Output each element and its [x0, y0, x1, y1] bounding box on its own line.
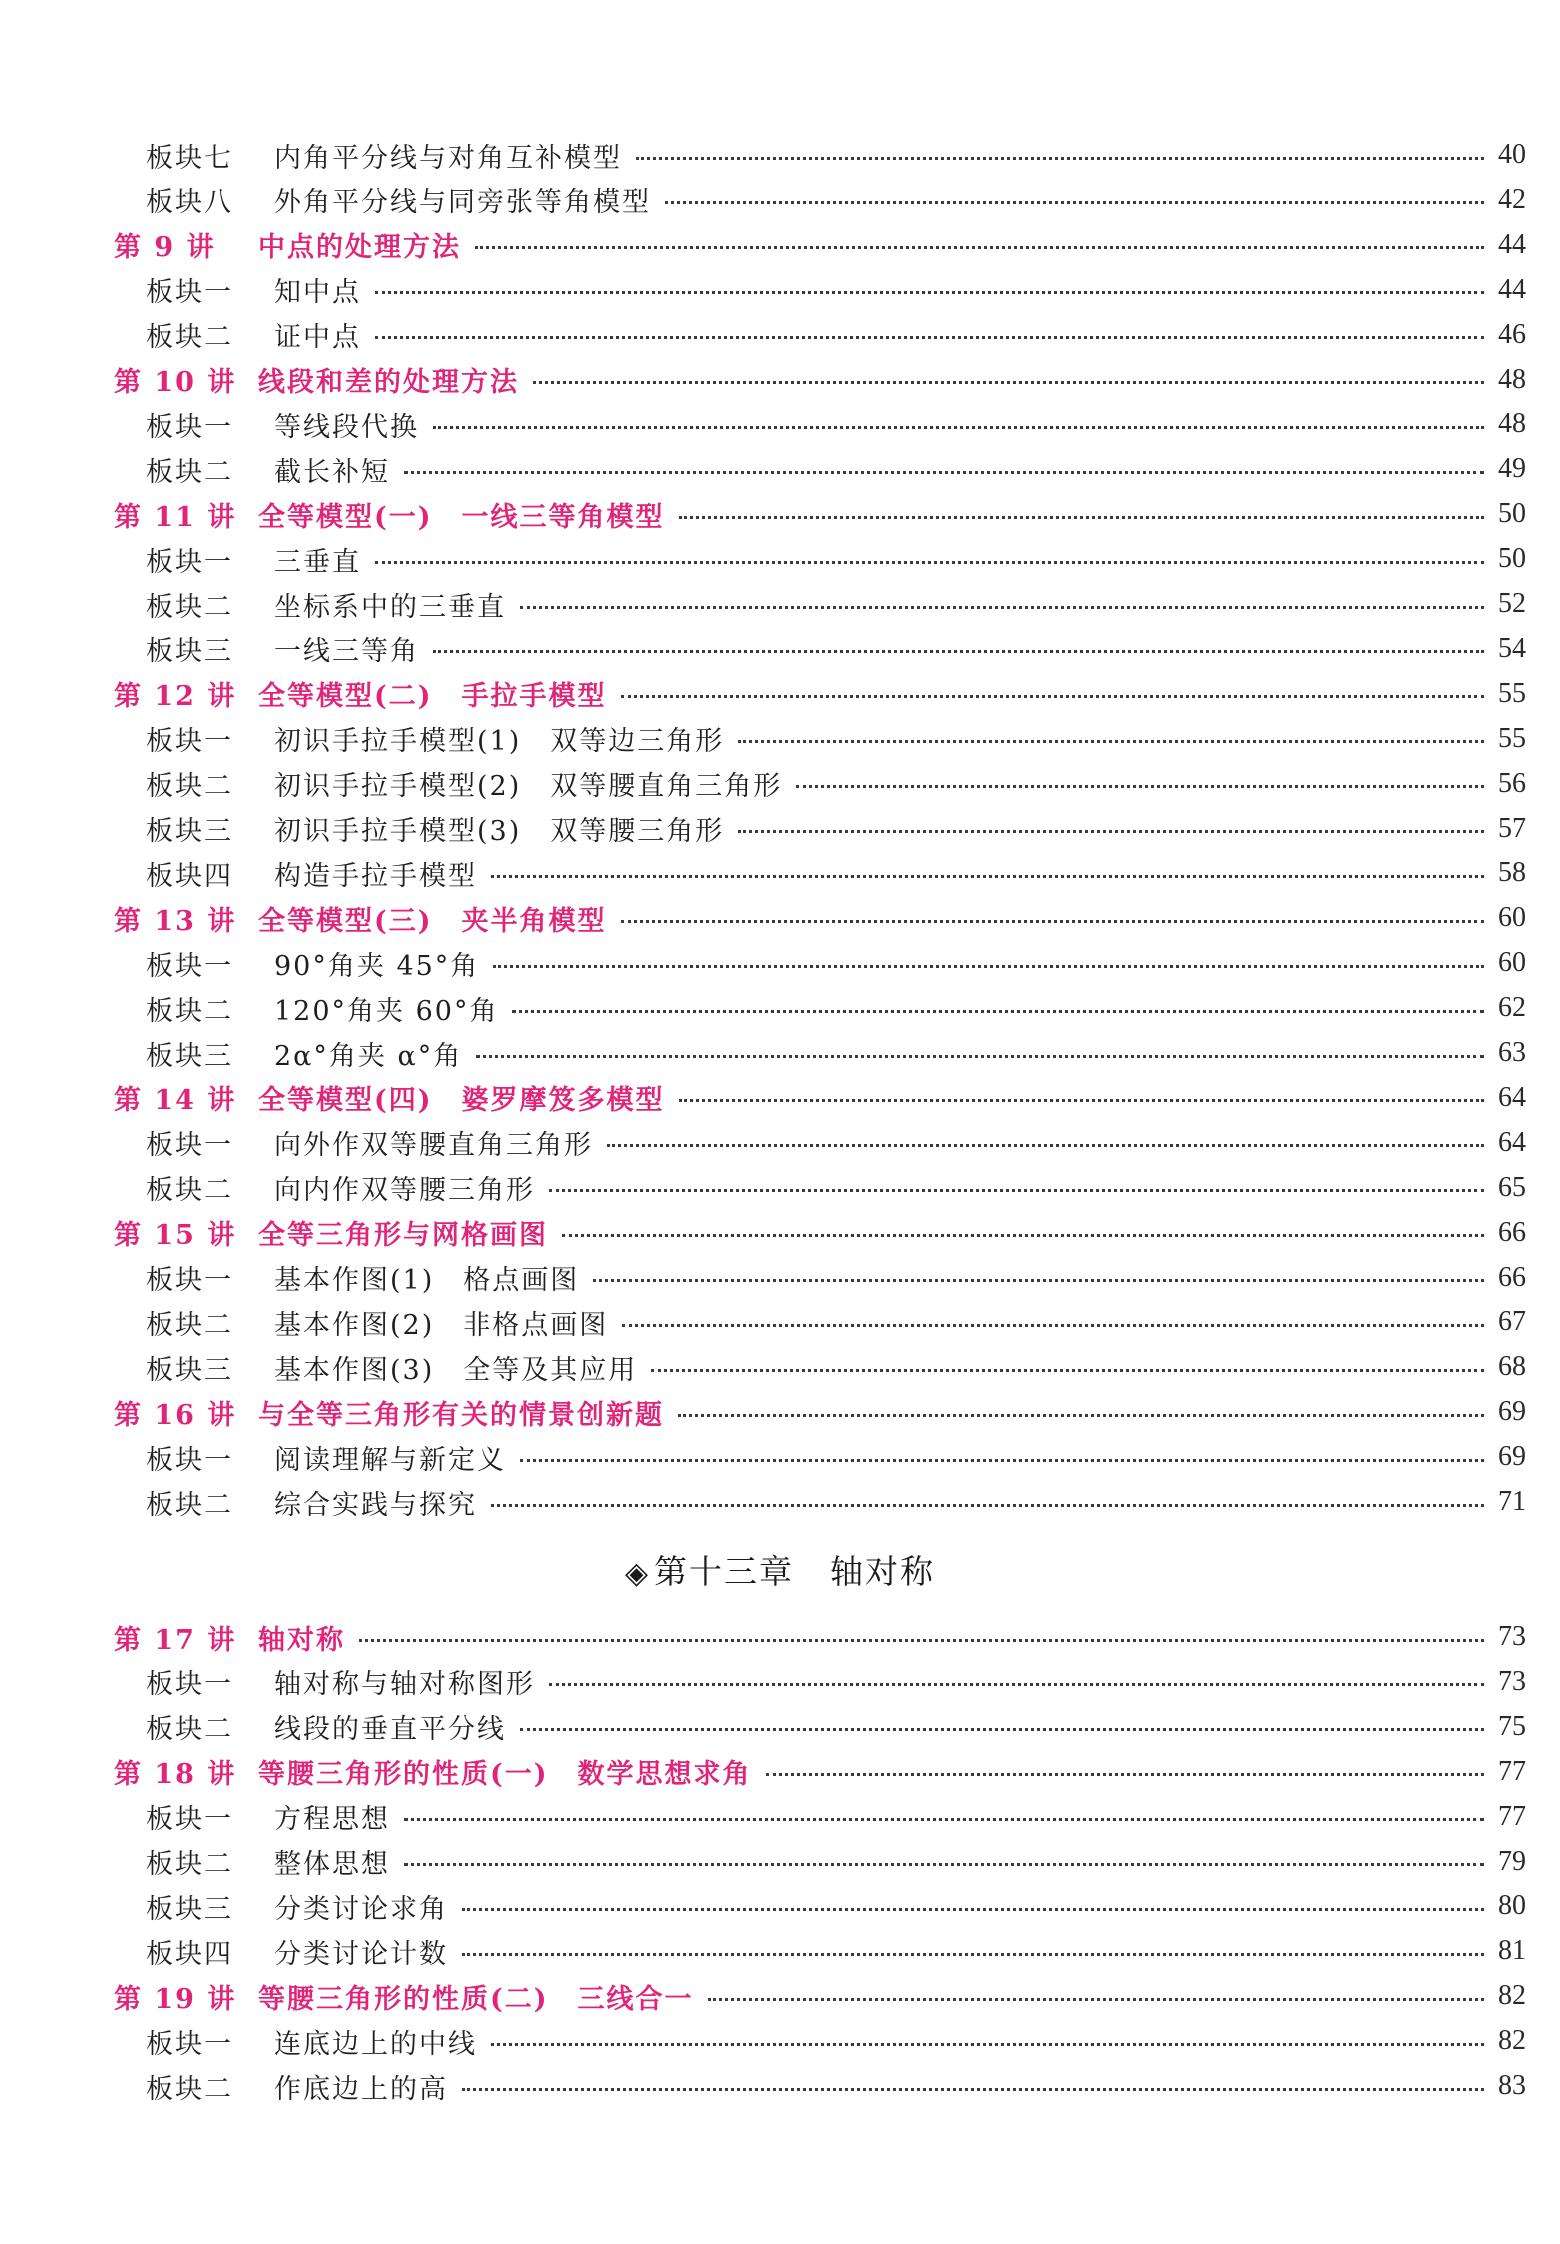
page-number: 55 — [1498, 722, 1526, 754]
dot-leader — [462, 1908, 1484, 1911]
page-number: 69 — [1498, 1441, 1526, 1473]
page-number: 57 — [1498, 812, 1526, 844]
section-title: 方程思想 — [274, 1804, 390, 1836]
dot-leader — [491, 1504, 1484, 1507]
lecture-title: 全等模型(一) 一线三等角模型 — [258, 501, 665, 533]
section-number: 板块八 — [146, 187, 233, 219]
toc-section-entry[interactable] — [0, 1258, 1560, 1298]
toc-section-entry[interactable] — [0, 449, 1560, 489]
page-number: 60 — [1498, 902, 1526, 934]
section-title: 基本作图(2) 非格点画图 — [274, 1309, 609, 1341]
lecture-title: 全等三角形与网格画图 — [258, 1220, 548, 1252]
section-number: 板块一 — [146, 277, 233, 309]
lecture-number: 第 19 讲 — [114, 1983, 237, 2015]
dot-leader — [359, 1639, 1484, 1642]
toc-lecture-entry[interactable] — [0, 1078, 1560, 1118]
lecture-number: 第 10 讲 — [114, 367, 237, 398]
toc-section-entry[interactable] — [0, 1482, 1560, 1522]
lecture-title: 轴对称 — [258, 1624, 345, 1656]
section-title: 2α°角夹 α°角 — [274, 1040, 463, 1072]
dot-leader — [433, 650, 1484, 653]
toc-section-entry[interactable] — [0, 1123, 1560, 1163]
section-number: 板块四 — [146, 860, 233, 892]
dot-leader — [520, 606, 1484, 609]
toc-lecture-entry[interactable] — [0, 494, 1560, 534]
page-number: 64 — [1498, 1126, 1526, 1158]
section-number: 板块二 — [146, 2073, 233, 2105]
toc-section-entry[interactable] — [0, 1707, 1560, 1747]
section-title: 向外作双等腰直角三角形 — [274, 1130, 593, 1162]
lecture-number: 第 16 讲 — [114, 1399, 237, 1431]
page-number: 69 — [1498, 1396, 1526, 1428]
section-title: 分类讨论求角 — [274, 1893, 448, 1925]
section-title: 初识手拉手模型(3) 双等腰三角形 — [274, 816, 725, 847]
dot-leader — [593, 1279, 1484, 1282]
dot-leader — [562, 1234, 1484, 1237]
section-title: 构造手拉手模型 — [274, 860, 477, 892]
dot-leader — [491, 2043, 1484, 2046]
toc-lecture-entry[interactable] — [0, 1752, 1560, 1792]
section-number: 板块三 — [146, 1354, 233, 1386]
lecture-title: 线段和差的处理方法 — [258, 367, 519, 398]
dot-leader — [738, 830, 1484, 833]
page-number: 68 — [1498, 1351, 1526, 1383]
lecture-number: 第 12 讲 — [114, 681, 237, 713]
toc-section-entry[interactable] — [0, 1347, 1560, 1387]
lecture-title: 全等模型(二) 手拉手模型 — [258, 681, 607, 713]
page-number: 60 — [1498, 947, 1526, 979]
toc-section-entry[interactable] — [0, 270, 1560, 310]
section-title: 内角平分线与对角互补模型 — [274, 142, 622, 174]
dot-leader — [651, 1369, 1484, 1372]
dot-leader — [462, 2088, 1484, 2091]
lecture-number: 第 15 讲 — [114, 1220, 237, 1252]
toc-lecture-entry[interactable] — [0, 360, 1560, 400]
section-title: 知中点 — [274, 277, 361, 309]
section-title: 整体思想 — [274, 1849, 390, 1880]
chapter-heading — [0, 1546, 1560, 1593]
page-number: 75 — [1498, 1710, 1526, 1742]
dot-leader — [476, 1055, 1484, 1058]
section-number: 板块二 — [146, 456, 233, 488]
page-number: 44 — [1498, 228, 1526, 260]
section-title: 坐标系中的三垂直 — [274, 591, 506, 623]
toc-section-entry[interactable] — [0, 404, 1560, 444]
section-title: 初识手拉手模型(2) 双等腰直角三角形 — [274, 771, 783, 803]
toc-section-entry[interactable] — [0, 809, 1560, 849]
page-number: 63 — [1498, 1037, 1526, 1068]
dot-leader — [622, 1324, 1484, 1327]
section-number: 板块一 — [146, 1444, 233, 1476]
dot-leader — [375, 561, 1484, 564]
section-number: 板块一 — [146, 1130, 233, 1162]
section-title: 阅读理解与新定义 — [274, 1444, 506, 1476]
section-title: 基本作图(3) 全等及其应用 — [274, 1354, 638, 1386]
lecture-title: 等腰三角形的性质(二) 三线合一 — [258, 1983, 694, 2015]
dot-leader — [678, 1414, 1484, 1417]
section-number: 板块二 — [146, 1309, 233, 1341]
section-title: 三垂直 — [274, 546, 361, 578]
lecture-title: 与全等三角形有关的情景创新题 — [258, 1399, 664, 1431]
section-number: 板块一 — [146, 726, 233, 758]
dot-leader — [621, 920, 1484, 923]
toc-section-entry[interactable] — [0, 1437, 1560, 1477]
toc-section-entry[interactable] — [0, 1302, 1560, 1342]
dot-leader — [520, 1459, 1484, 1462]
dot-leader — [404, 471, 1484, 474]
page-number: 48 — [1498, 363, 1526, 395]
lecture-title: 全等模型(四) 婆罗摩笈多模型 — [258, 1085, 665, 1117]
chapter-diamond-icon: ◈ — [624, 1556, 651, 1591]
section-number: 板块一 — [146, 546, 233, 578]
dot-leader — [512, 1010, 1484, 1013]
section-number: 板块一 — [146, 950, 233, 982]
section-number: 板块一 — [146, 2028, 233, 2060]
dot-leader — [491, 875, 1484, 878]
toc-section-entry[interactable] — [0, 315, 1560, 355]
section-title: 连底边上的中线 — [274, 2028, 477, 2060]
section-number: 板块一 — [146, 1804, 233, 1836]
section-number: 板块一 — [146, 1265, 233, 1296]
dot-leader — [607, 1144, 1484, 1147]
toc-lecture-entry[interactable] — [0, 674, 1560, 714]
section-number: 板块三 — [146, 636, 233, 668]
dot-leader — [708, 1998, 1484, 2001]
page-number: 79 — [1498, 1845, 1526, 1877]
lecture-title: 等腰三角形的性质(一) 数学思想求角 — [258, 1759, 752, 1791]
page-number: 80 — [1498, 1890, 1526, 1922]
toc-section-entry[interactable] — [0, 1931, 1560, 1971]
section-title: 90°角夹 45°角 — [274, 950, 480, 982]
page-number: 49 — [1498, 453, 1526, 485]
page-number: 73 — [1498, 1621, 1526, 1652]
toc-section-entry[interactable] — [0, 853, 1560, 893]
toc-section-entry[interactable] — [0, 764, 1560, 804]
page-number: 46 — [1498, 318, 1526, 350]
toc-section-entry[interactable] — [0, 2021, 1560, 2061]
page-number: 52 — [1498, 588, 1526, 619]
section-number: 板块二 — [146, 1849, 233, 1880]
toc-section-entry[interactable] — [0, 719, 1560, 759]
section-title: 基本作图(1) 格点画图 — [274, 1265, 580, 1296]
dot-leader — [665, 201, 1484, 204]
section-number: 板块二 — [146, 1175, 233, 1207]
page-number: 48 — [1498, 408, 1526, 440]
dot-leader — [621, 695, 1484, 698]
lecture-title: 中点的处理方法 — [258, 232, 461, 264]
section-title: 等线段代换 — [274, 411, 419, 443]
dot-leader — [475, 246, 1484, 249]
toc-lecture-entry[interactable] — [0, 1213, 1560, 1253]
section-number: 板块二 — [146, 995, 233, 1027]
section-title: 向内作双等腰三角形 — [274, 1175, 535, 1207]
toc-lecture-entry[interactable] — [0, 225, 1560, 265]
section-title: 初识手拉手模型(1) 双等边三角形 — [274, 726, 725, 758]
toc-section-entry[interactable] — [0, 135, 1560, 175]
page-number: 83 — [1498, 2070, 1526, 2101]
dot-leader — [636, 157, 1484, 160]
lecture-number: 第 9 讲 — [114, 232, 216, 264]
page-number: 82 — [1498, 1980, 1526, 2012]
dot-leader — [520, 1728, 1484, 1731]
page-number: 55 — [1498, 677, 1526, 709]
dot-leader — [375, 336, 1484, 339]
toc-section-entry[interactable] — [0, 988, 1560, 1028]
section-number: 板块二 — [146, 771, 233, 803]
section-number: 板块一 — [146, 1669, 233, 1701]
page-number: 82 — [1498, 2025, 1526, 2057]
toc-lecture-entry[interactable] — [0, 1392, 1560, 1432]
page-number: 73 — [1498, 1665, 1526, 1697]
toc-lecture-entry[interactable] — [0, 1976, 1560, 2016]
page-number: 56 — [1498, 767, 1526, 799]
page-number: 81 — [1498, 1935, 1526, 1967]
section-title: 一线三等角 — [274, 636, 419, 668]
lecture-number: 第 18 讲 — [114, 1759, 237, 1791]
section-title: 轴对称与轴对称图形 — [274, 1669, 535, 1701]
dot-leader — [679, 516, 1484, 519]
page-number: 65 — [1498, 1171, 1526, 1203]
toc-section-entry[interactable] — [0, 1842, 1560, 1882]
page-number: 67 — [1498, 1306, 1526, 1338]
dot-leader — [404, 1818, 1484, 1821]
page-number: 66 — [1498, 1261, 1526, 1293]
section-number: 板块四 — [146, 1938, 233, 1970]
page-number: 77 — [1498, 1755, 1526, 1787]
page-number: 64 — [1498, 1081, 1526, 1113]
section-number: 板块二 — [146, 322, 233, 354]
dot-leader — [433, 426, 1484, 429]
dot-leader — [462, 1953, 1484, 1956]
page-number: 54 — [1498, 632, 1526, 664]
toc-section-entry[interactable] — [0, 1033, 1560, 1073]
lecture-number: 第 14 讲 — [114, 1085, 237, 1117]
lecture-number: 第 11 讲 — [114, 501, 237, 533]
section-title: 综合实践与探究 — [274, 1489, 477, 1521]
section-title: 分类讨论计数 — [274, 1938, 448, 1970]
chapter-number: 第十三章 — [654, 1552, 795, 1591]
page-number: 44 — [1498, 273, 1526, 305]
toc-section-entry[interactable] — [0, 1886, 1560, 1926]
dot-leader — [533, 381, 1484, 384]
section-title: 外角平分线与同旁张等角模型 — [274, 187, 651, 219]
toc-section-entry[interactable] — [0, 180, 1560, 220]
lecture-number: 第 13 讲 — [114, 905, 237, 937]
section-title: 120°角夹 60°角 — [274, 995, 499, 1027]
toc-section-entry[interactable] — [0, 629, 1560, 669]
section-number: 板块二 — [146, 1714, 233, 1746]
page-number: 50 — [1498, 498, 1526, 530]
dot-leader — [493, 965, 1484, 968]
toc-section-entry[interactable] — [0, 539, 1560, 579]
dot-leader — [679, 1099, 1484, 1102]
page-number: 62 — [1498, 992, 1526, 1024]
page-number: 66 — [1498, 1216, 1526, 1248]
toc-section-entry[interactable] — [0, 2066, 1560, 2106]
toc-lecture-entry[interactable] — [0, 898, 1560, 938]
toc-section-entry[interactable] — [0, 1797, 1560, 1837]
toc-section-entry[interactable] — [0, 1168, 1560, 1208]
page-number: 71 — [1498, 1486, 1526, 1517]
page-number: 50 — [1498, 543, 1526, 575]
toc-section-entry[interactable] — [0, 943, 1560, 983]
section-number: 板块三 — [146, 1040, 233, 1072]
lecture-title: 全等模型(三) 夹半角模型 — [258, 905, 607, 937]
section-number: 板块一 — [146, 411, 233, 443]
section-title: 截长补短 — [274, 456, 390, 488]
dot-leader — [549, 1189, 1484, 1192]
section-number: 板块三 — [146, 1893, 233, 1925]
dot-leader — [549, 1683, 1484, 1686]
page-number: 42 — [1498, 183, 1526, 215]
lecture-number: 第 17 讲 — [114, 1624, 237, 1656]
dot-leader — [404, 1863, 1484, 1866]
dot-leader — [375, 291, 1484, 294]
toc-section-entry[interactable] — [0, 1662, 1560, 1702]
page-number: 40 — [1498, 139, 1526, 170]
section-number: 板块七 — [146, 142, 233, 174]
dot-leader — [766, 1773, 1484, 1776]
section-title: 作底边上的高 — [274, 2073, 448, 2105]
toc-lecture-entry[interactable] — [0, 1617, 1560, 1657]
dot-leader — [738, 740, 1484, 743]
section-number: 板块三 — [146, 816, 233, 847]
chapter-name: 轴对称 — [830, 1552, 936, 1591]
section-title: 证中点 — [274, 322, 361, 354]
section-title: 线段的垂直平分线 — [274, 1714, 506, 1746]
dot-leader — [796, 785, 1484, 788]
page-number: 58 — [1498, 857, 1526, 889]
section-number: 板块二 — [146, 591, 233, 623]
section-number: 板块二 — [146, 1489, 233, 1521]
toc-section-entry[interactable] — [0, 584, 1560, 624]
page-number: 77 — [1498, 1800, 1526, 1832]
